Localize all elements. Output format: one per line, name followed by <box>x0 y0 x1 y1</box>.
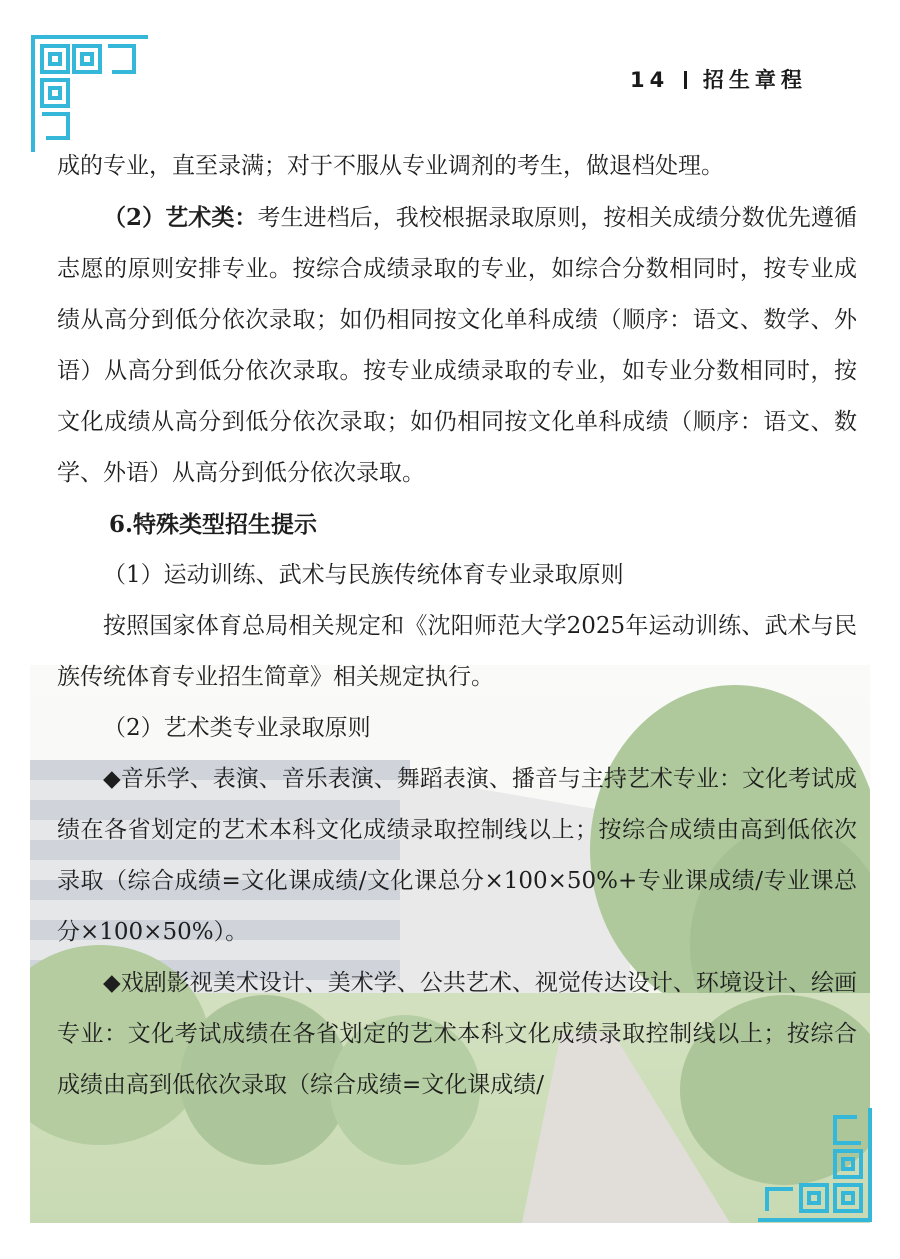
subheading-arts: （2）艺术类专业录取原则 <box>103 715 371 741</box>
fret-ornament-icon <box>755 1105 873 1223</box>
page-header <box>630 64 830 94</box>
art-category-text: 考生进档后，我校根据录取原则，按相关成绩分数优先遵循志愿的原则安排专业。按综合成绩录取的专业，如综合分数相同时，按专业成绩从高分到低分依次录取；如仍相同按文化单科成绩（顺序：语文、数学、外语）从高分到低分依次录取。按专业成绩录取的专业，如专业分数相同时，按文化成绩从高分到低分依次录取；如仍相同按文化单科成绩（顺序：语文、数学、外语）从高分到低分依次录取。 <box>57 205 857 486</box>
page-number: 14 <box>630 68 670 92</box>
subheading-sports: （1）运动训练、武术与民族传统体育专业录取原则 <box>103 562 624 588</box>
header-title: 招生章程 <box>702 68 807 92</box>
body-text <box>57 141 857 1111</box>
fret-ornament-icon <box>30 34 160 154</box>
header-separator <box>684 71 687 89</box>
paragraph-art-admission <box>57 192 857 499</box>
section-heading: 6.特殊类型招生提示 <box>109 511 318 538</box>
bullet-design: ◆戏剧影视美术设计、美术学、公共艺术、视觉传达设计、环境设计、绘画专业：文化考试成绩在各省划定的艺术本科文化成绩录取控制线以上；按综合成绩由高到低依次录取（综合成绩=文化课成绩/ <box>57 970 857 1098</box>
bullet-music: ◆音乐学、表演、音乐表演、舞蹈表演、播音与主持艺术专业：文化考试成绩在各省划定的艺术本科文化成绩录取控制线以上；按综合成绩由高到低依次录取（综合成绩=文化课成绩/文化课总分×100×50%+专业课成绩/专业课总分×100×50%）。 <box>57 766 857 945</box>
art-category-label: （2）艺术类： <box>103 204 258 231</box>
paragraph-continuation: 成的专业，直至录满；对于不服从专业调剂的考生，做退档处理。 <box>57 153 724 179</box>
paragraph-sports: 按照国家体育总局相关规定和《沈阳师范大学2025年运动训练、武术与民族传统体育专业招生简章》相关规定执行。 <box>57 613 857 690</box>
